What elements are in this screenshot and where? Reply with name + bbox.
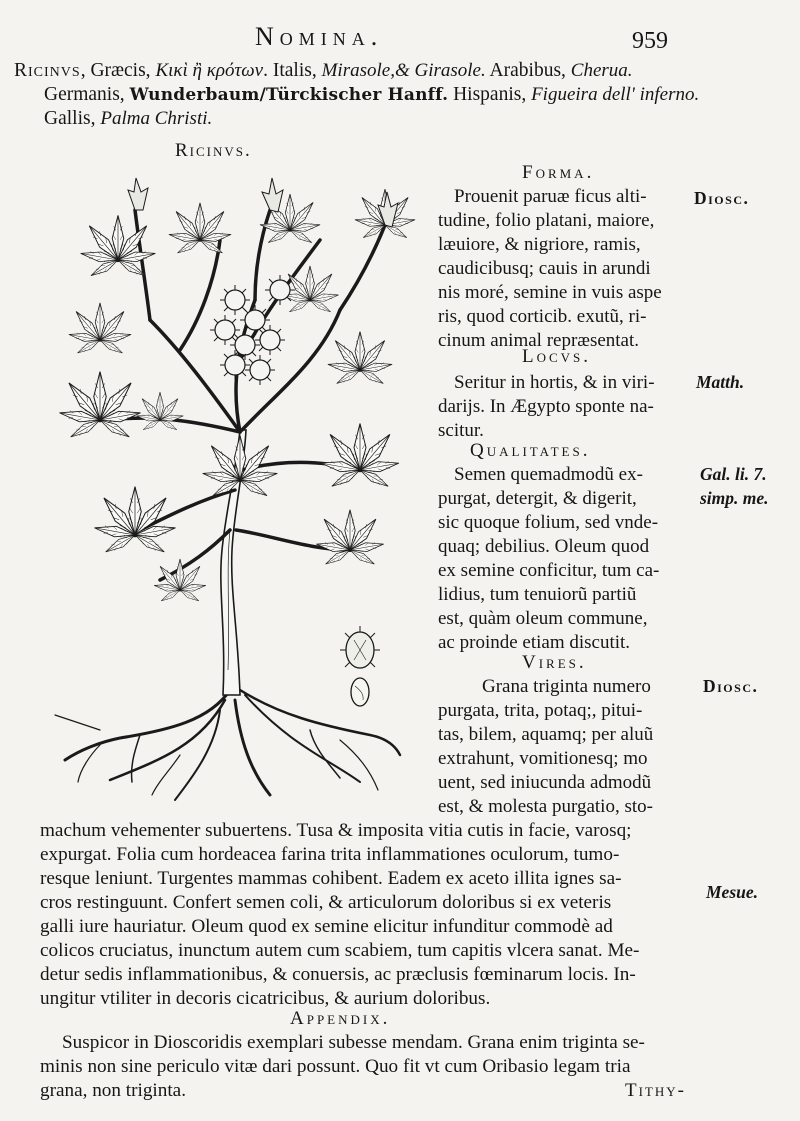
vires-full-line: cros restinguunt. Confert semen coli, & articulorum doloribus si ex veteris xyxy=(40,892,612,913)
names-line-3 xyxy=(44,108,212,130)
margin-note-matth: Matth. xyxy=(696,372,745,392)
vires-full-line: machum vehementer subuertens. Tusa & imposita vitia cutis in facie, varosq; xyxy=(40,820,632,841)
heading-vires: Vires. xyxy=(522,652,587,673)
vires-full-line: colicos cruciatus, inunctum autem cum scabiem, tum capitis vlcera sanat. Me- xyxy=(40,940,640,961)
locus-line: scitur. xyxy=(438,420,484,441)
margin-note-diosc: Diosc. xyxy=(694,188,750,208)
qualitates-line: quaq; debilius. Oleum quod xyxy=(438,536,650,557)
names-greek: Κικὶ ἢ κρότων xyxy=(155,60,264,81)
forma-line: tudine, folio platani, maiore, xyxy=(438,210,655,231)
names-italian: Mirasole,& Girasole. xyxy=(321,60,486,81)
vires-line: purgata, trita, potaq;, pitui- xyxy=(438,700,643,721)
heading-forma: Forma. xyxy=(522,162,595,183)
locus-line: Seritur in hortis, & in viri- xyxy=(454,372,655,393)
forma-line: Prouenit paruæ ficus alti- xyxy=(454,186,647,207)
qualitates-line: purgat, detergit, & digerit, xyxy=(438,488,637,509)
vires-line: extrahunt, vomitionesq; mo xyxy=(438,748,648,769)
qualitates-line: lidius, tum tenuiorũ partiũ xyxy=(438,584,637,605)
vires-full-line: detur sedis inflammationibus, & conuersis, ac præclusis fœminarum locis. In- xyxy=(40,964,636,985)
vires-line: est, & molesta purgatio, sto- xyxy=(438,796,653,817)
qualitates-line: sic quoque folium, sed vnde- xyxy=(438,512,659,533)
vires-line: tas, bilem, aquamq; per aluũ xyxy=(438,724,654,745)
catchword: Tithy- xyxy=(625,1080,686,1101)
appendix-line: grana, non triginta. xyxy=(40,1080,186,1101)
heading-appendix: Appendix. xyxy=(290,1008,391,1029)
names-arabic: Cherua. xyxy=(570,60,633,81)
qualitates-line: est, quàm oleum commune, xyxy=(438,608,648,629)
appendix-line: Suspicor in Dioscoridis exemplari subesse mendam. Grana enim triginta se- xyxy=(62,1032,645,1053)
ricinus-plant-illustration xyxy=(40,170,430,810)
vires-full-line: galli iure hauriatur. Oleum quod ex semine elicitur infunditur commodè ad xyxy=(40,916,613,937)
qualitates-line: ac proinde etiam discutit. xyxy=(438,632,631,653)
names-spanish: Figueira dell' inferno. xyxy=(531,84,700,105)
heading-qualitates: Qualitates. xyxy=(470,440,591,461)
names-text: . Italis, xyxy=(263,60,322,81)
names-text: Gallis, xyxy=(44,108,101,129)
names-line-2 xyxy=(44,84,699,106)
vires-full-line: expurgat. Folia cum hordeacea farina trita inflammationes oculorum, tumo- xyxy=(40,844,620,865)
forma-line: nis moré, semine in vuis aspe xyxy=(438,282,662,303)
names-text: , Græcis, xyxy=(80,60,156,81)
forma-line: ris, quod corticib. exutũ, ri- xyxy=(438,306,647,327)
forma-line: cinum animal repræsentat. xyxy=(438,330,640,351)
qualitates-line: ex semine conficitur, tum ca- xyxy=(438,560,660,581)
locus-line: darijs. In Ægypto sponte na- xyxy=(438,396,654,417)
names-text: Arabibus, xyxy=(485,60,571,81)
names-text: Hispanis, xyxy=(448,84,532,105)
names-line-1 xyxy=(14,60,633,82)
names-german-blackletter: Wunderbaum/Türckischer Hanff. xyxy=(129,85,449,105)
qualitates-line: Semen quemadmodũ ex- xyxy=(454,464,643,485)
appendix-line: minis non sine periculo vitæ dari possunt. Quo fit vt cum Oribasio legam tria xyxy=(40,1056,631,1077)
vires-line: Grana triginta numero xyxy=(482,676,651,697)
running-title: Nomina. xyxy=(255,22,384,51)
margin-note-galen: Gal. li. 7. xyxy=(700,464,767,484)
page-number: 959 xyxy=(632,28,668,54)
vires-line: uent, sed iniucunda admodũ xyxy=(438,772,652,793)
forma-line: caudicibusq; cauis in arundi xyxy=(438,258,651,279)
margin-note-diosc: Diosc. xyxy=(703,676,759,696)
forma-line: læuiore, & nigriore, ramis, xyxy=(438,234,641,255)
figure-title: Ricinvs. xyxy=(175,140,252,161)
margin-note-galen: simp. me. xyxy=(700,488,769,508)
names-french: Palma Christi. xyxy=(100,108,213,129)
names-ricinus: Ricinvs xyxy=(14,60,81,81)
vires-full-line: resque leniunt. Turgentes mammas cohibent. Eadem ex aceto illita ignes sa- xyxy=(40,868,622,889)
margin-note-mesue: Mesue. xyxy=(706,882,759,902)
names-text: Germanis, xyxy=(44,84,130,105)
heading-locus: Locvs. xyxy=(522,346,592,367)
vires-full-line: ungitur vtiliter in decoris cicatricibus, & aurium doloribus. xyxy=(40,988,491,1009)
